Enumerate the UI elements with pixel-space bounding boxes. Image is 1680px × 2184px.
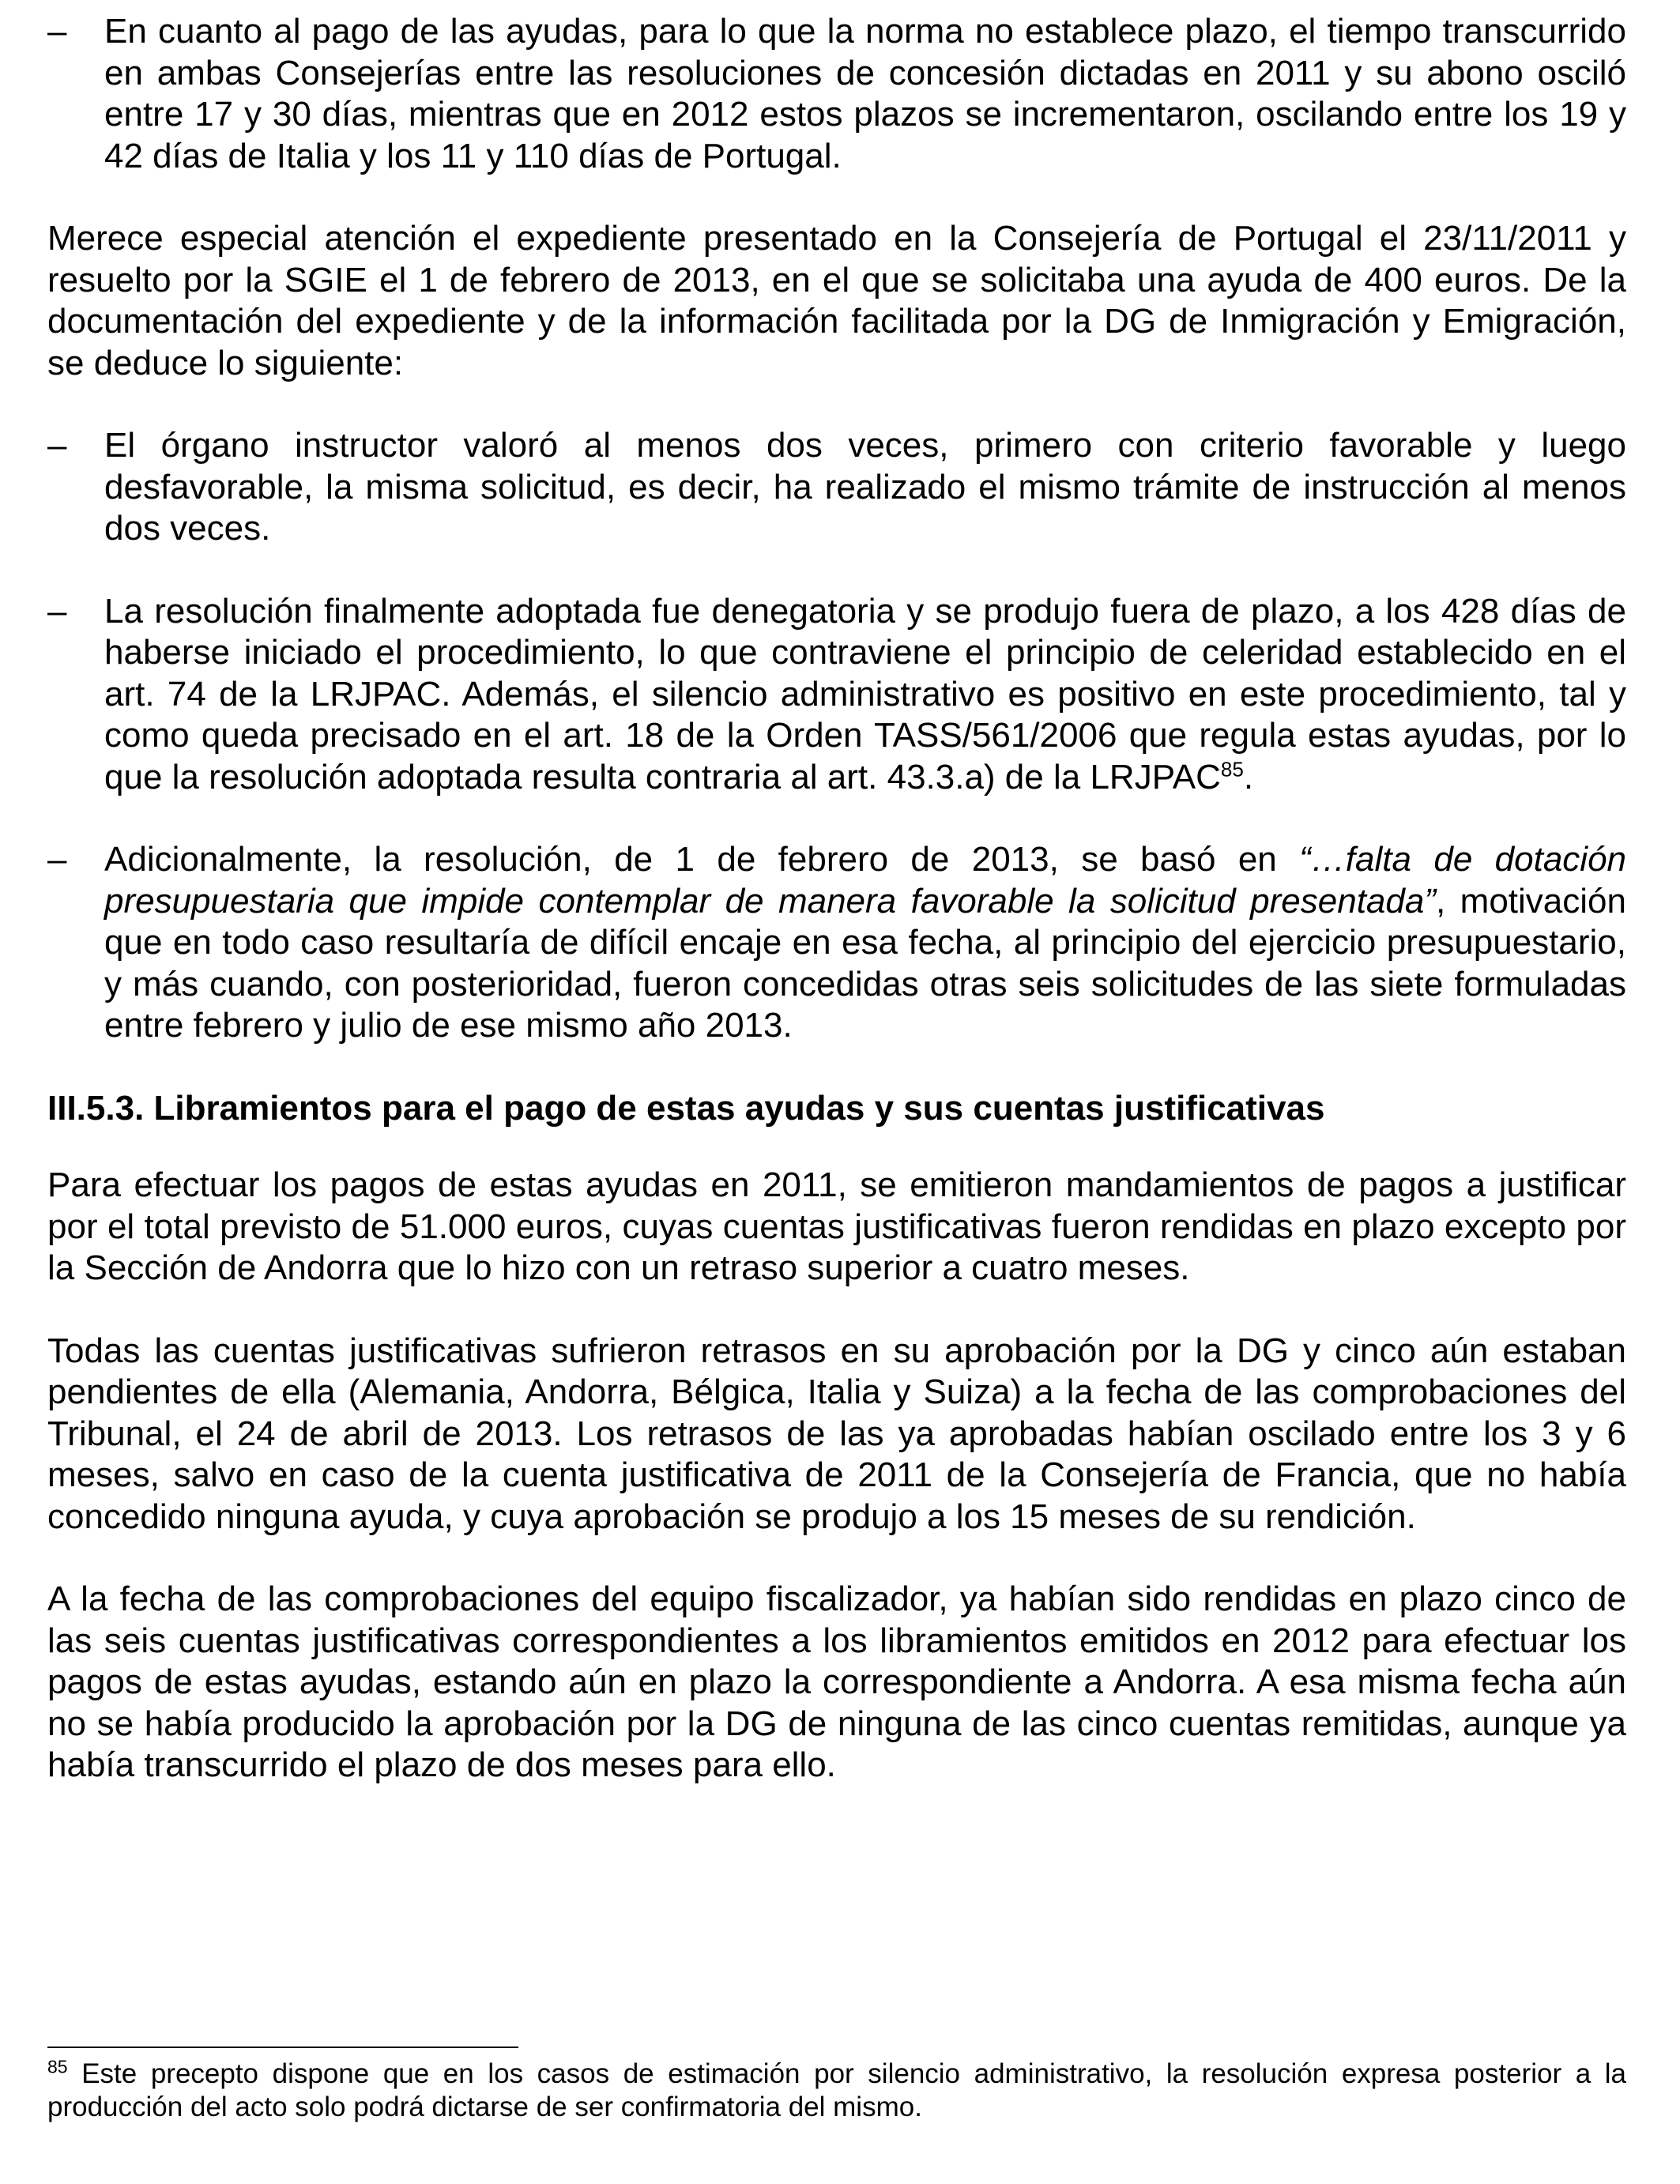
list-item-body: Adicionalmente, la resolución, de 1 de febrero de 2013, se basó en xyxy=(104,840,1300,879)
list-item-text xyxy=(104,591,1626,799)
paragraph-efectuar-pagos: Para efectuar los pagos de estas ayudas en 2011, se emitieron mandamientos de pagos a justificar por el total previsto de 51.000 euros, cuyas cuentas justificativas fueron rendidas en plazo excepto por la Sección de Andorra que lo hizo con un retraso superior a cuatro meses. xyxy=(47,1165,1626,1287)
footnote-reference[interactable]: 85 xyxy=(1220,756,1244,781)
list-item-body-continued: , motivación que en todo caso resultaría de difícil encaje en esa fecha, al principio del ejercicio presupuestario, y más cuando, con posterioridad, fueron concedidas otras seis solicitudes de las siete formuladas entre febrero y julio de ese mismo año 2013. xyxy=(104,881,1626,1045)
list-dash: – xyxy=(47,840,67,879)
footnote-separator xyxy=(47,2047,518,2048)
list-dash: – xyxy=(47,591,67,631)
list-item-body: La resolución finalmente adoptada fue denegatoria y se produjo fuera de plazo, a los 428 días de haberse iniciado el procedimiento, lo que contraviene el principio de celeridad establecido en el art. 74 de la LRJPAC. Además, el silencio administrativo es positivo en este procedimiento, tal y como queda precisado en el art. 18 de la Orden TASS/561/2006 que regula estas ayudas, por lo que la resolución adoptada resulta contraria al art. 43.3.a) de la LRJPAC xyxy=(104,591,1626,796)
list-item-text: El órgano instructor valoró al menos dos veces, primero con criterio favorable y luego desfavorable, la misma solicitud, es decir, ha realizado el mismo trámite de instrucción al menos dos veces. xyxy=(104,426,1626,548)
quoted-motivation: “…falta de dotación presupuestaria que impide contemplar de manera favorable la solicitud presentada” xyxy=(104,840,1627,921)
paragraph-fecha-comprobaciones: A la fecha de las comprobaciones del equipo fiscalizador, ya habían sido rendidas en plazo cinco de las seis cuentas justificativas correspondientes a los libramientos emitidos en 2012 para efectuar los pagos de estas ayudas, estando aún en plazo la correspondiente a Andorra. A esa misma fecha aún no se había producido la aprobación por la DG de ninguna de las cinco cuentas remitidas, aunque ya había transcurrido el plazo de dos meses para ello. xyxy=(47,1580,1626,1784)
footnote xyxy=(47,2058,1626,2124)
document-page xyxy=(47,11,1626,1787)
list-dash: – xyxy=(47,12,67,51)
section-heading: III.5.3. Libramientos para el pago de estas ayudas y sus cuentas justificativas xyxy=(47,1088,1325,1128)
list-dash: – xyxy=(47,426,67,465)
list-item-end: . xyxy=(1243,757,1254,796)
list-item-adicionalmente xyxy=(47,839,1626,1047)
list-item-organo-instructor xyxy=(47,425,1626,550)
footnote-number: 85 xyxy=(47,2056,68,2077)
list-item-pago-ayudas xyxy=(47,11,1626,177)
list-item-text xyxy=(104,839,1626,1047)
list-item-text: En cuanto al pago de las ayudas, para lo que la norma no establece plazo, el tiempo transcurrido en ambas Consejerías entre las resoluciones de concesión dictadas en 2011 y su abono osciló entre 17 y 30 días, mientras que en 2012 estos plazos se incrementaron, oscilando entre los 19 y 42 días de Italia y los 11 y 110 días de Portugal. xyxy=(104,12,1626,175)
list-item-resolucion-denegatoria xyxy=(47,591,1626,799)
paragraph-merece-atencion: Merece especial atención el expediente presentado en la Consejería de Portugal el 23/11/2011 y resuelto por la SGIE el 1 de febrero de 2013, en el que se solicitaba una ayuda de 400 euros. De la documentación del expediente y de la información facilitada por la DG de Inmigración y Emigración, se deduce lo siguiente: xyxy=(47,219,1626,382)
footnote-text: Este precepto dispone que en los casos de estimación por silencio administrativo, la resolución expresa posterior a la producción del acto solo podrá dictarse de ser confirmatoria del mismo. xyxy=(47,2058,1626,2122)
paragraph-todas-cuentas: Todas las cuentas justificativas sufrieron retrasos en su aprobación por la DG y cinco aún estaban pendientes de ella (Alemania, Andorra, Bélgica, Italia y Suiza) a la fecha de las comprobaciones del Tribunal, el 24 de abril de 2013. Los retrasos de las ya aprobadas habían oscilado entre los 3 y 6 meses, salvo en caso de la cuenta justificativa de 2011 de la Consejería de Francia, que no había concedido ninguna ayuda, y cuya aprobación se produjo a los 15 meses de su rendición. xyxy=(47,1331,1626,1536)
